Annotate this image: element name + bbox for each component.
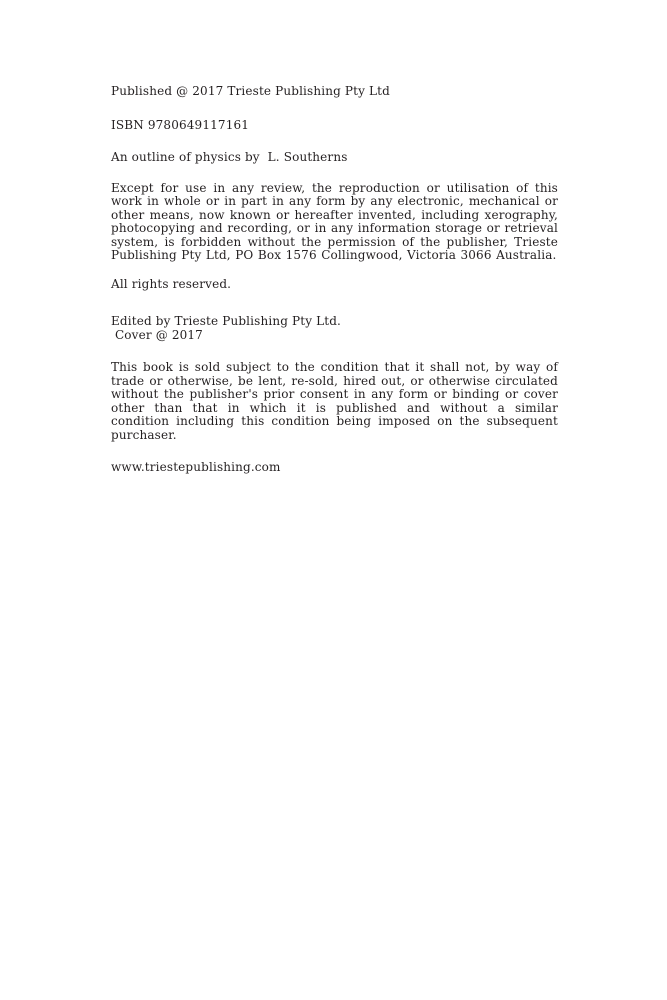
sale-condition-paragraph: This book is sold subject to the condition that it shall not, by way of trade or otherwise, be lent, re-sold, hired out, or otherwise circulated without the publisher's prior consent in any form or binding or cover other than that in which it is published and without a similar condition including this condition being imposed on the subsequent purchaser. xyxy=(111,360,558,442)
publisher-website-line: www.triestepublishing.com xyxy=(111,460,281,474)
isbn-line: ISBN 9780649117161 xyxy=(111,117,250,132)
edited-cover-block xyxy=(111,315,558,342)
all-rights-reserved-line: All rights reserved. xyxy=(111,276,232,291)
cover-year-line: Cover @ 2017 xyxy=(111,327,203,342)
copyright-notice-paragraph: Except for use in any review, the reproduction or utilisation of this work in whole or in part in any form by any electronic, mechanical or other means, now known or hereafter invented, including xerography, photocopying and recording, or in any information storage or retrieval system, is forbidden without the permission of the publisher, Trieste Publishing Pty Ltd, PO Box 1576 Collingwood, Victoria 3066 Australia. xyxy=(111,180,558,262)
publisher-line: Published @ 2017 Trieste Publishing Pty Ltd xyxy=(111,84,390,98)
title-author-line: An outline of physics by L. Southerns xyxy=(111,150,348,164)
edited-by-line: Edited by Trieste Publishing Pty Ltd. xyxy=(111,314,341,328)
imprint-content xyxy=(111,0,558,475)
